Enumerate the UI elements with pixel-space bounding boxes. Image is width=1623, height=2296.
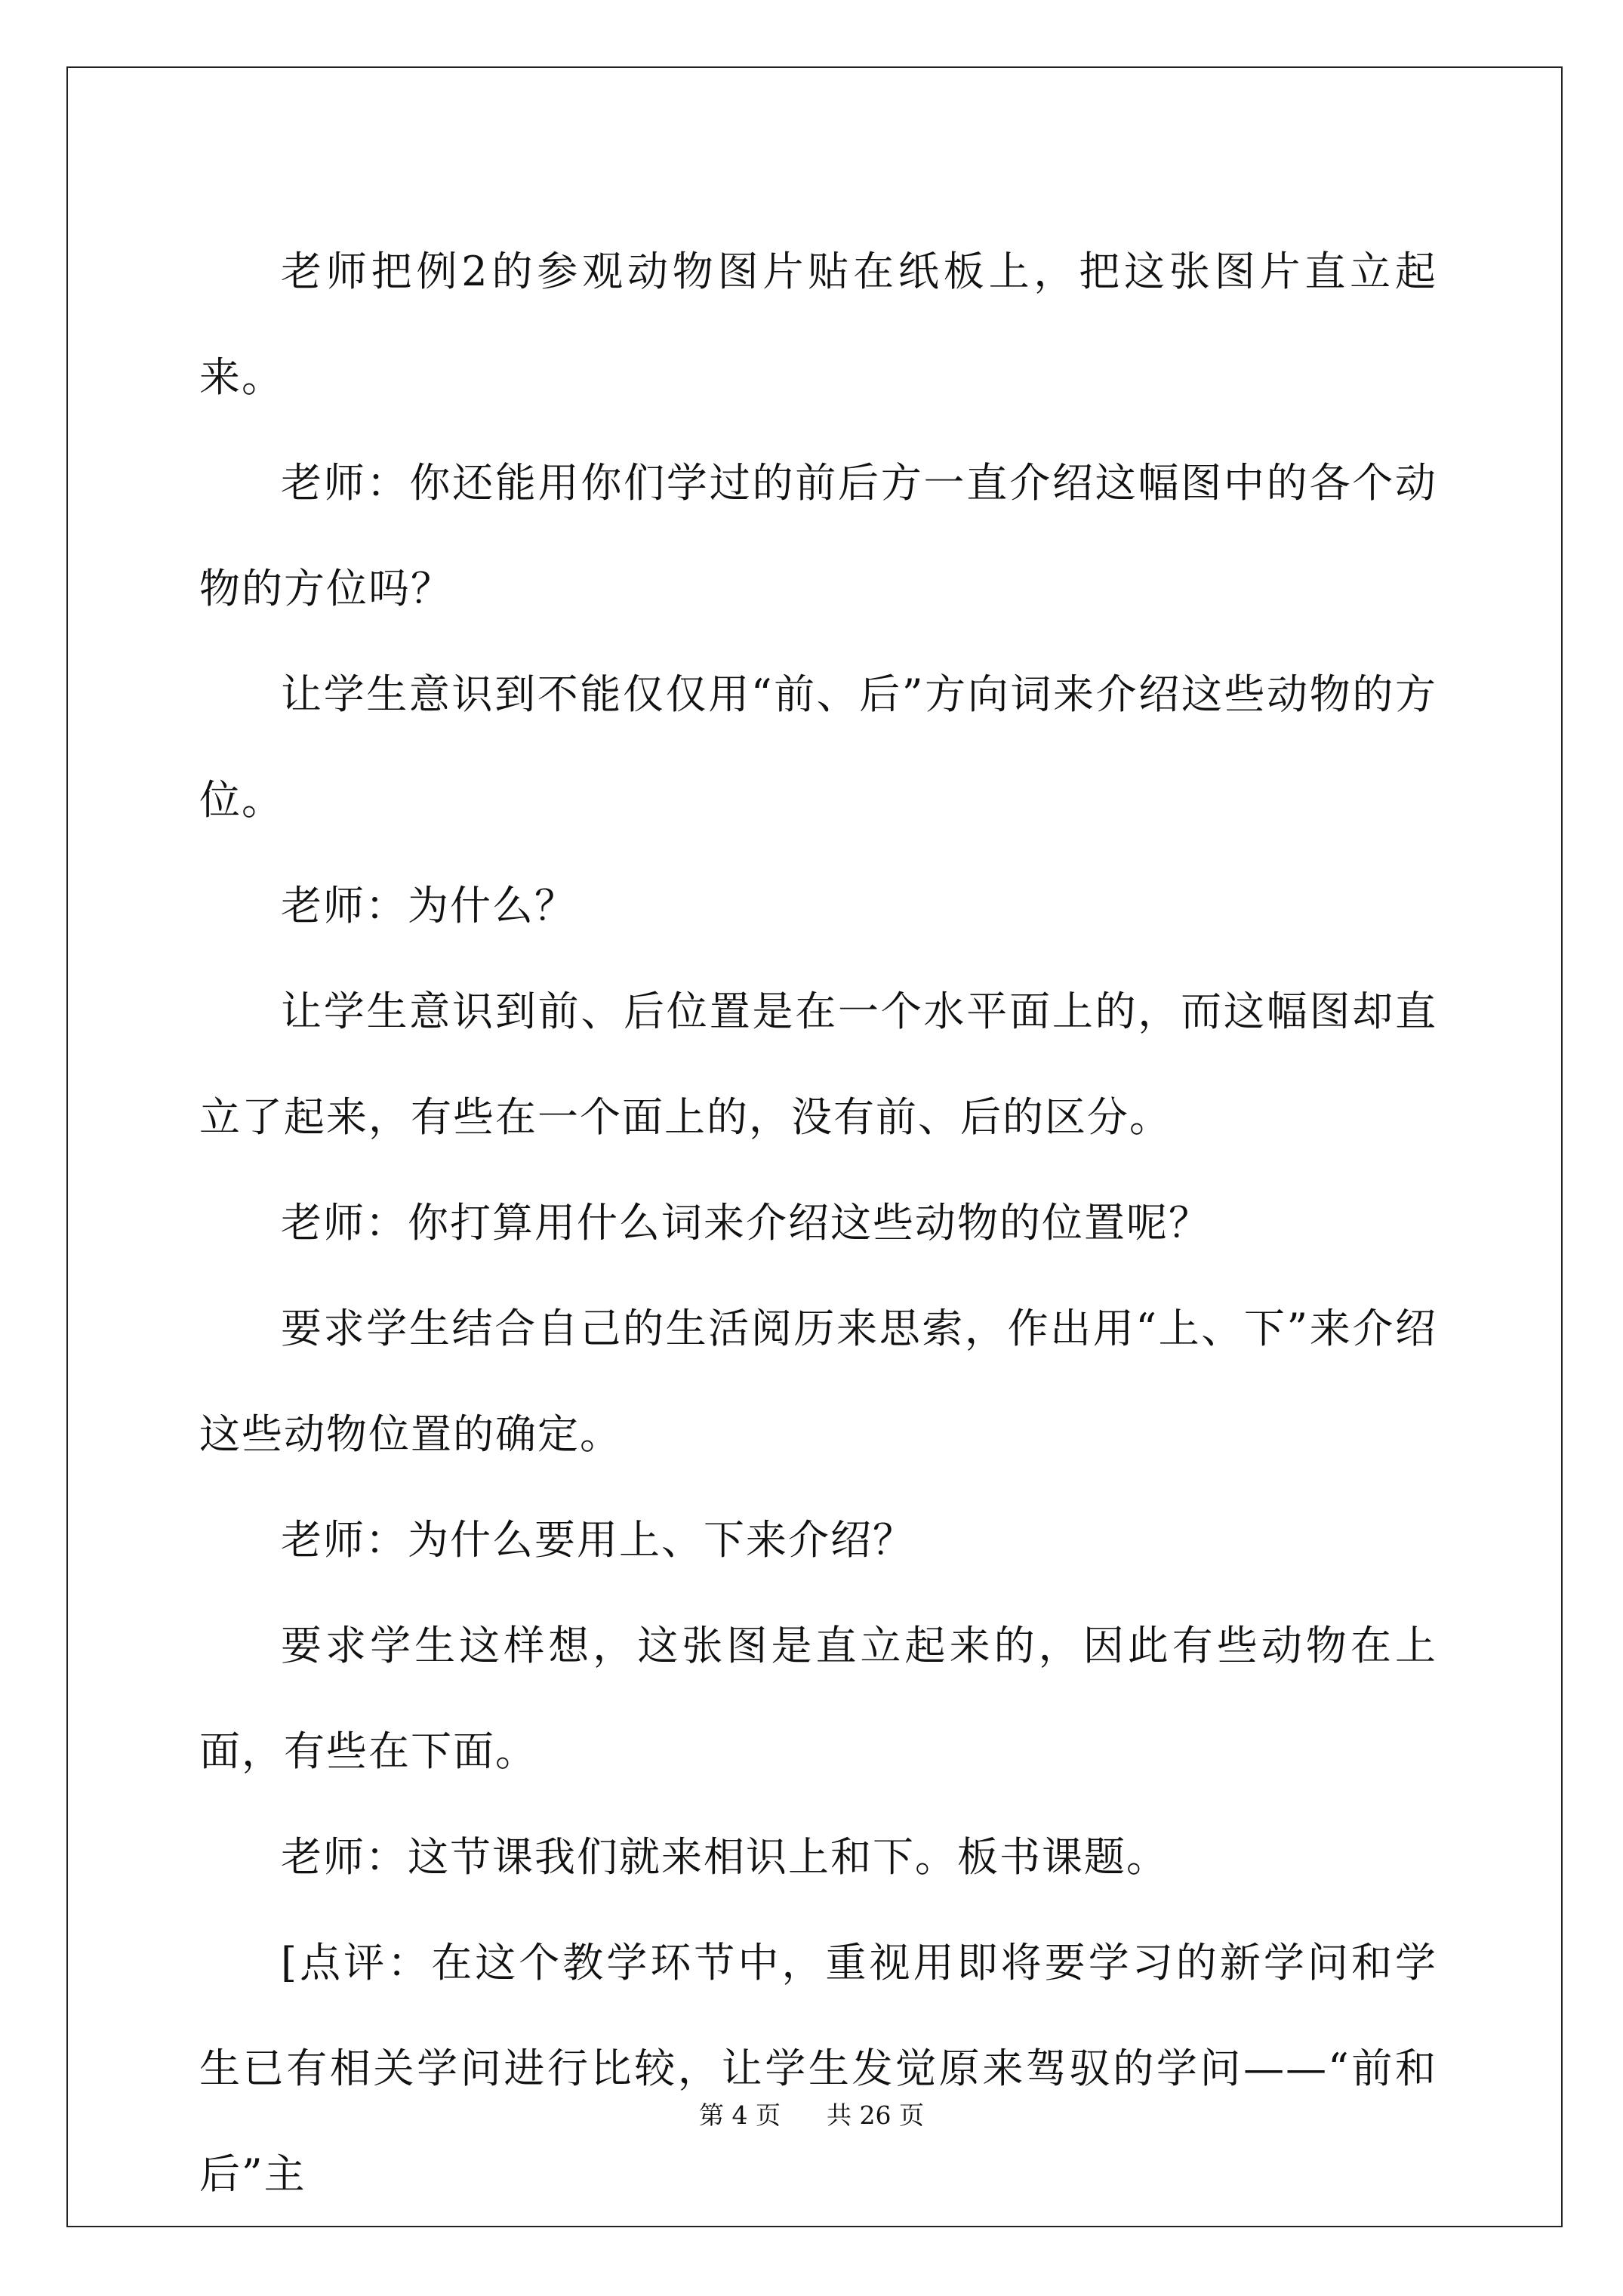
paragraph: [点评：在这个教学环节中，重视用即将要学习的新学问和学生已有相关学问进行比较，让学生发觉原来驾驭的学问——“前和后”主 bbox=[199, 1939, 1437, 2198]
page-total: 共 26 页 bbox=[827, 2100, 924, 2130]
paragraph: 老师把例2的参观动物图片贴在纸板上，把这张图片直立起来。 bbox=[199, 248, 1437, 401]
page-footer bbox=[0, 2100, 1623, 2131]
paragraph: 老师：这节课我们就来相识上和下。板书课题。 bbox=[281, 1833, 1169, 1881]
paragraph: 让学生意识到前、后位置是在一个水平面上的，而这幅图却直立了起来，有些在一个面上的，没有前、后的区分。 bbox=[199, 988, 1437, 1141]
paragraph: 老师：为什么？ bbox=[281, 882, 577, 929]
paragraph: 老师：为什么要用上、下来介绍？ bbox=[281, 1516, 915, 1564]
paragraph: 老师：你打算用什么词来介绍这些动物的位置呢？ bbox=[281, 1199, 1211, 1247]
page-number: 第 4 页 bbox=[699, 2100, 781, 2130]
paragraph: 让学生意识到不能仅仅用“前、后”方向词来介绍这些动物的方位。 bbox=[199, 670, 1437, 824]
paragraph: 要求学生这样想，这张图是直立起来的，因此有些动物在上面，有些在下面。 bbox=[199, 1622, 1437, 1775]
document-body bbox=[199, 219, 1437, 2227]
paragraph: 要求学生结合自己的生活阅历来思索，作出用“上、下”来介绍这些动物位置的确定。 bbox=[199, 1305, 1437, 1458]
paragraph: 老师：你还能用你们学过的前后方一直介绍这幅图中的各个动物的方位吗？ bbox=[199, 459, 1437, 612]
